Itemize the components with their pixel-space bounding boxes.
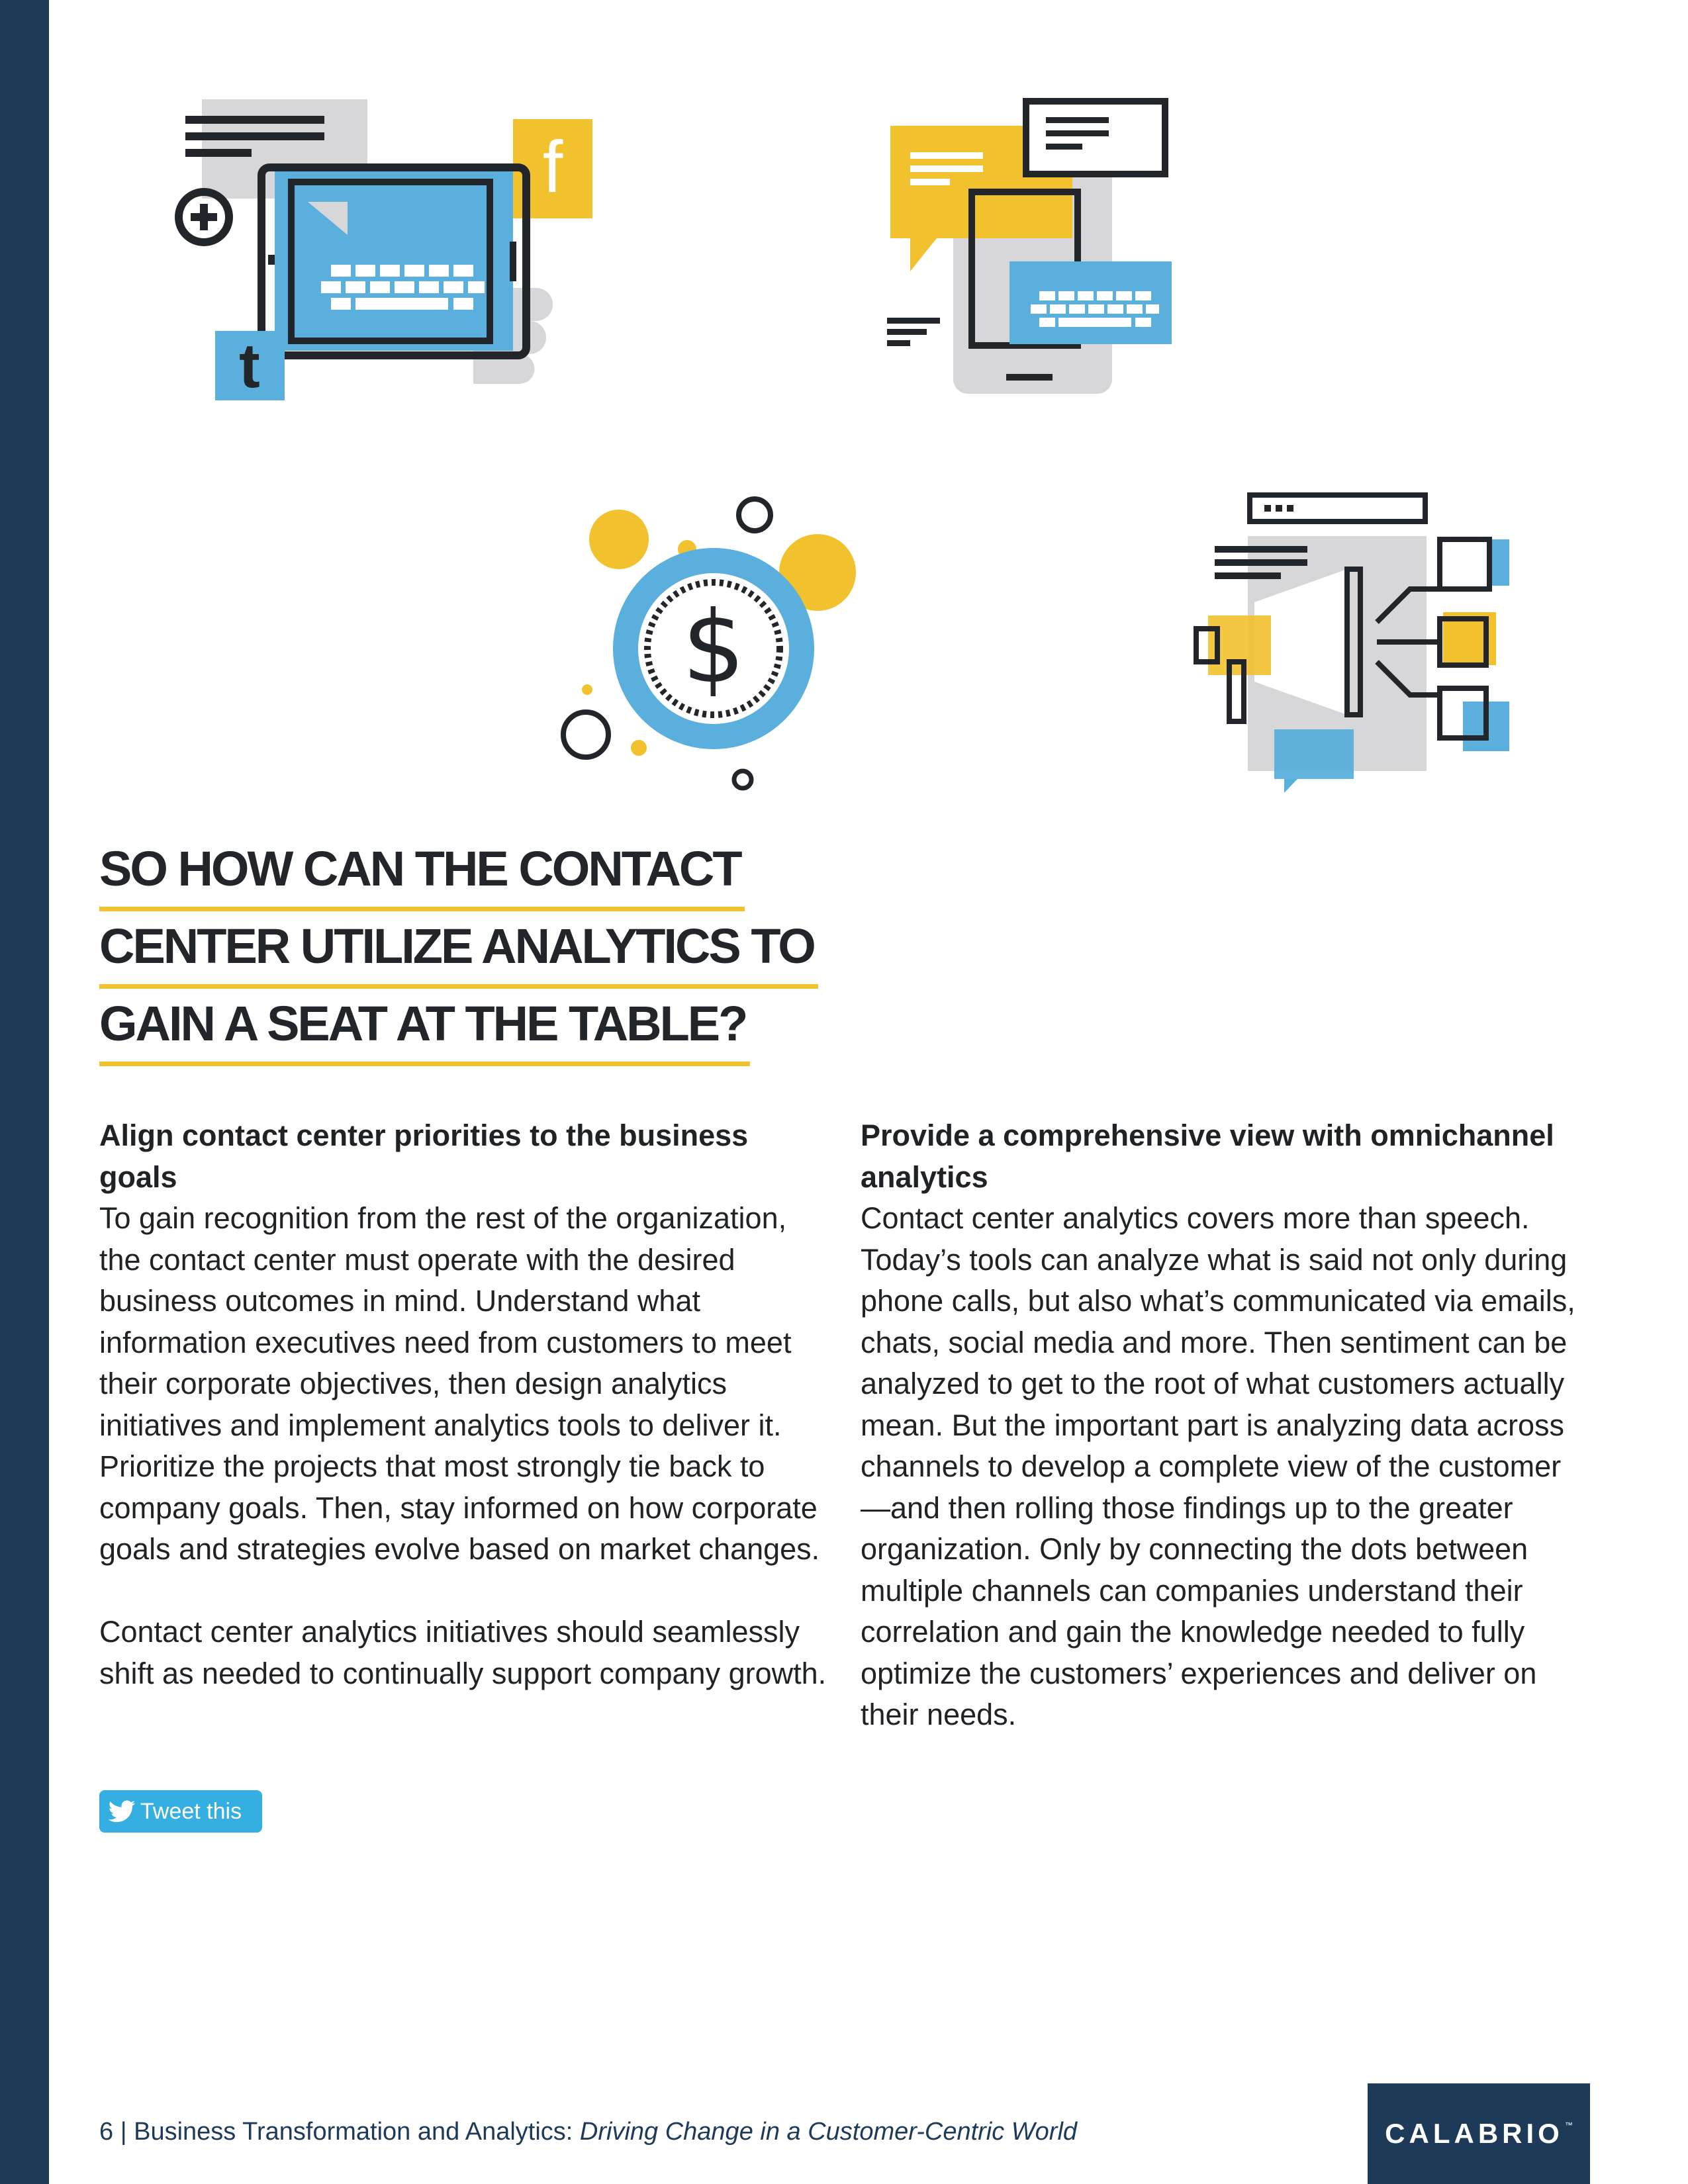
dollar-glyph: $ [682,590,745,705]
left-column [99,1115,827,1694]
logo-text: CALABRIO [1385,2118,1564,2149]
side-bar [0,0,49,2184]
footer-page-prefix: 6 | Business Transformation and Analytics: [99,2118,580,2146]
heading-line-3: GAIN A SEAT AT THE TABLE? [99,995,861,1073]
f-glyph: f [542,126,563,208]
footer [99,2118,1077,2146]
right-column [861,1115,1589,1736]
left-column-paragraph-1: To gain recognition from the rest of the organization, the contact center must operate with the desired business outcomes in mind. Understand what information executives need from customers to meet their corporate objectives, then design analytics initiatives and implement analytics tools to deliver it. Prioritize the projects that most strongly tie back to company goals. Then, stay informed on how corporate goals and strategies evolve based on market changes. [99,1201,820,1566]
right-column-title: Provide a comprehensive view with omnichannel analytics [861,1118,1554,1194]
section-heading [99,841,861,1073]
footer-subtitle: Driving Change in a Customer-Centric World [579,2118,1078,2146]
right-column-paragraph-1: Contact center analytics covers more than speech. Today’s tools can analyze what is said not only during phone calls, but also what’s communicated via emails, chats, social media and more. Then sentiment can be analyzed to get to the root of what customers actually mean. But the important part is analyzing data across channels to develop a complete view of the customer—and then rolling those findings up to the greater organization. Only by connecting the dots between multiple channels can companies understand their correlation and gain the knowledge needed to fully optimize the customers’ experiences and deliver on their needs. [861,1201,1575,1731]
tweet-this-button[interactable] [99,1790,262,1833]
tweet-this-label: Tweet this [140,1798,242,1824]
heading-line-1: SO HOW CAN THE CONTACT [99,841,861,918]
phone-chat-illustration [884,96,1175,400]
left-column-title: Align contact center priorities to the business goals [99,1118,749,1194]
calabrio-logo [1368,2083,1590,2184]
browser-megaphone-illustration [1192,490,1516,801]
twitter-bird-icon [107,1797,136,1826]
dollar-coin-illustration [549,490,867,801]
heading-line-2: CENTER UTILIZE ANALYTICS TO [99,918,861,995]
tablet-social-illustration [169,96,606,404]
left-column-paragraph-2: Contact center analytics initiatives should seamlessly shift as needed to continually support company growth. [99,1615,827,1690]
logo-trademark: ™ [1564,2120,1573,2130]
t-glyph: t [239,331,260,401]
